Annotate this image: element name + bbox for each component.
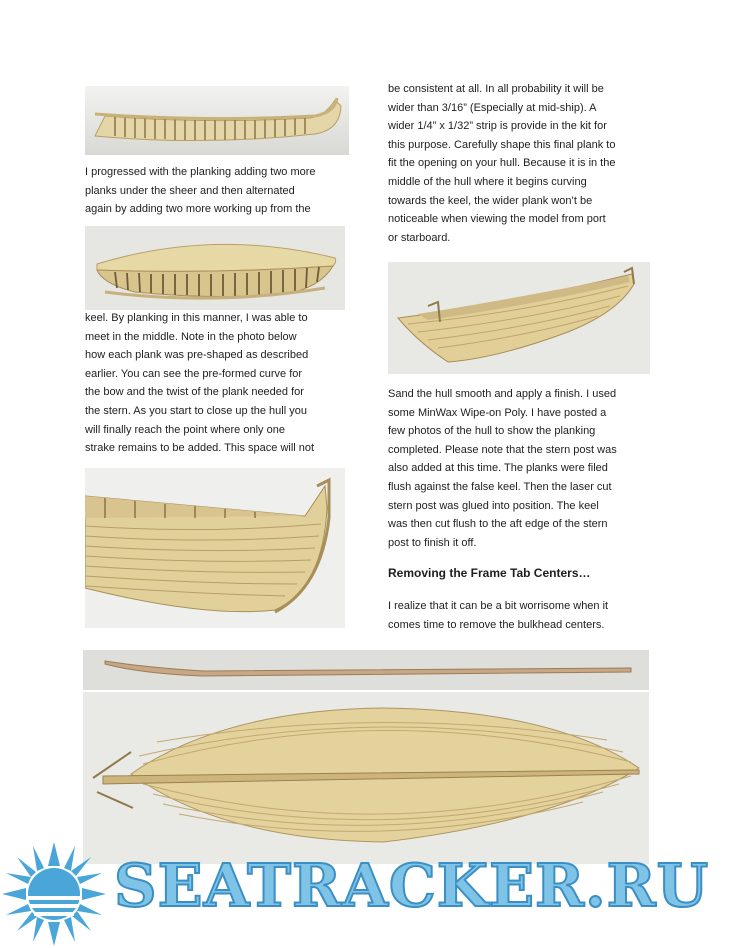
right-paragraph-3: I realize that it can be a bit worrisome when it comes time to remove the bulkhead centers. — [388, 600, 609, 631]
section-heading: Removing the Frame Tab Centers… — [388, 566, 591, 580]
left-paragraph-1: I progressed with the planking adding two more planks under the sheer and then alternated again by adding two more working up from the — [85, 166, 316, 216]
left-paragraph-2: keel. By planking in this manner, I was able to meet in the middle. Note in the photo below how each plank was pre-shaped as described earlier. You can see the pre-formed curve for the bow and the twist of the plank needed for the stern. As you start to close up the hull you will finally reach the point where only one strake remains to be added. This space will not — [85, 312, 315, 455]
right-paragraph-2: Sand the hull smooth and apply a finish. I used some MinWax Wipe-on Poly. I have posted a few photos of the hull to show the planking completed. Please note that the stern post was also added at this time. The planks were filed flush against the false keel. Then the laser cut stern post was glued into position. The keel was then cut flush to the aft edge of the stern post to finish it off. — [388, 388, 617, 549]
single-plank-strip-photo — [83, 650, 649, 690]
watermark-text: SEATRACKER.RU — [114, 851, 710, 920]
hull-finished-angled-photo — [388, 262, 650, 374]
hull-frames-photo — [85, 86, 349, 155]
sun-logo-icon — [0, 840, 112, 948]
hull-partially-planked-photo — [85, 226, 345, 310]
hull-bottom-planked-photo — [83, 692, 649, 864]
hull-bow-closeup-photo — [85, 468, 345, 628]
right-paragraph-1: be consistent at all. In all probability it will be wider than 3/16” (Especially at mid-ship). A wider 1/4” x 1/32” strip is provide in the kit for this purpose. Carefully shape this final plank to fit the opening on your hull. Because it is in the middle of the hull where it begins curving towards the keel, the wider plank won’t be noticeable when viewing the model from port or starboard. — [388, 83, 616, 244]
